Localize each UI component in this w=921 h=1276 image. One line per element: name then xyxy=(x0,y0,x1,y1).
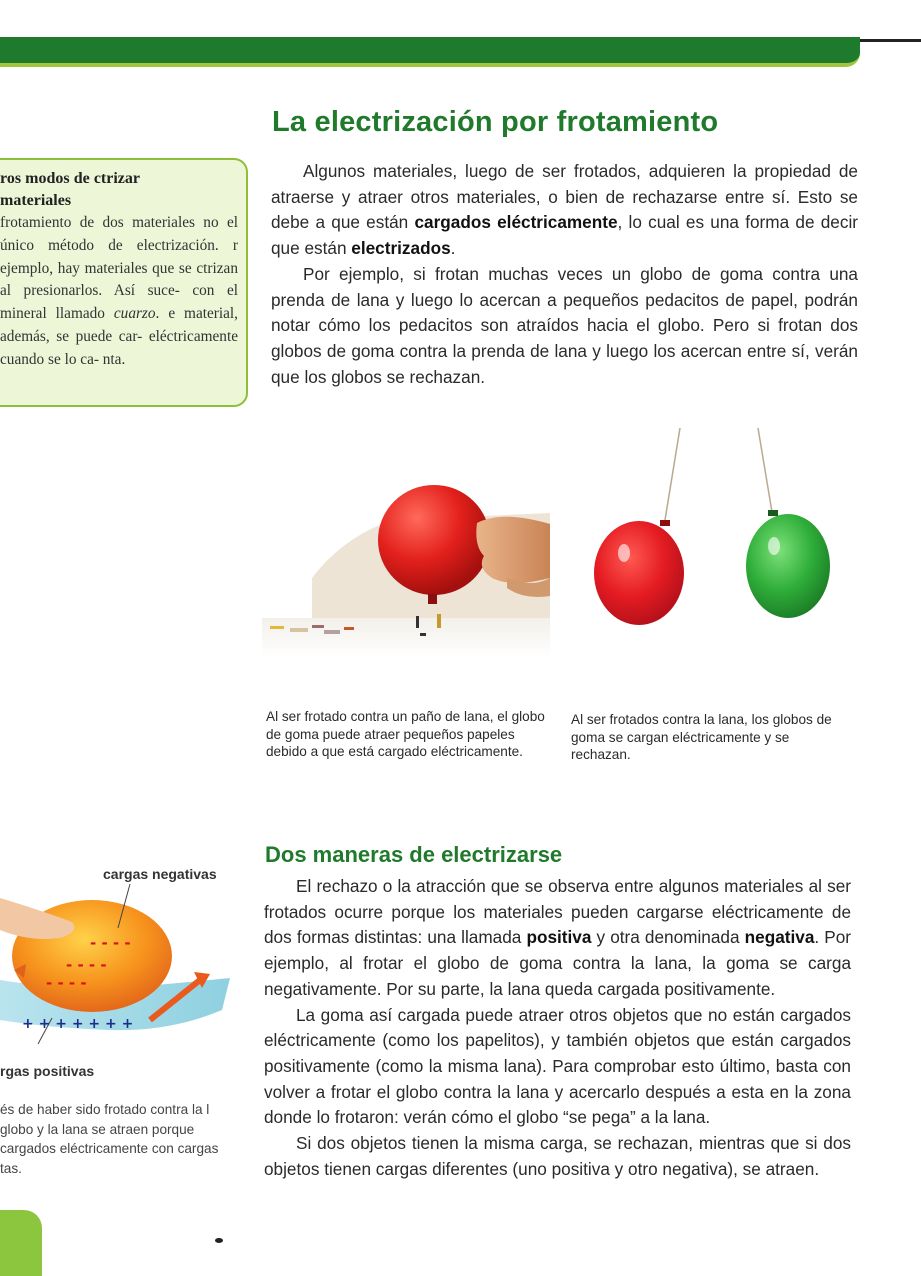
header-band xyxy=(0,37,860,67)
label-negative-charges: cargas negativas xyxy=(103,866,217,882)
caption-right: Al ser frotados contra la lana, los globos de goma se cargan eléctricamente y se rechazan. xyxy=(571,712,832,762)
minus-row-3: - - - - xyxy=(46,974,87,992)
intro-paragraph-1 xyxy=(271,159,858,262)
section2-paragraph-3: Si dos objetos tienen la misma carga, se rechazan, mientras que si dos objetos tienen cargas diferentes (uno positiva y otro negativa), se atraen. xyxy=(264,1133,851,1179)
speck xyxy=(215,1238,223,1243)
section2-paragraph-1 xyxy=(264,874,851,1003)
bold-term-positiva: positiva xyxy=(526,927,592,948)
section2-paragraph-2: La goma así cargada puede atraer otros objetos que no están cargados eléctricamente (como los papelitos), y también objetos que están cargados positivamente (como la misma lana). Para comprobar esto último, basta con volver a frotar el globo contra la lana y acercarlo después a esta en la zona donde lo frotaron: verán cómo el globo “se pega” a la lana. xyxy=(264,1004,851,1128)
sidebar-title: ros modos de ctrizar materiales xyxy=(0,170,140,209)
text-run: . Por ejemplo, al frotar el globo de goma contra la lana, la goma se carga negativamente. Por su parte, la lana queda cargada positivamente. xyxy=(264,927,851,999)
sidebar-body: frotamiento de dos materiales no el único método de electrización. r ejemplo, hay materiales que se ctrizan al presionarlos. Así suce- con el mineral llamado xyxy=(0,214,238,323)
text-run: El rechazo o la atracción que se observa entre algunos materiales al ser frotados ocurre porque los materiales pueden cargarse eléctricamente de dos formas distintas: una llamada xyxy=(264,876,851,948)
label-positive-charges: rgas positivas xyxy=(0,1063,95,1079)
photo-balloon-papers xyxy=(262,428,550,658)
caption-left: Al ser frotado contra un paño de lana, el globo de goma puede atraer pequeños papeles debido a que está cargado eléctricamente. xyxy=(266,709,545,759)
header-rule xyxy=(860,39,921,42)
sidebar-text xyxy=(0,168,238,372)
bold-term-cargados: cargados eléctricamente xyxy=(414,212,618,233)
intro-text xyxy=(271,159,858,390)
text-run: Algunos materiales, luego de ser frotados, adquieren la propiedad de atraerse y atraer otros materiales, o bien de rechazarse entre sí. Esto se debe a que están xyxy=(271,161,858,233)
text-run: , lo cual es una forma de decir que están xyxy=(271,212,858,259)
red-balloon xyxy=(594,521,684,625)
minus-row-2: - - - - xyxy=(66,956,107,974)
page-corner-tab xyxy=(0,1210,42,1276)
illustration-caption: és de haber sido frotado contra la l globo y la lana se atraen porque cargados eléctricamente con cargas tas. xyxy=(0,1102,219,1176)
section-title: Dos maneras de electrizarse xyxy=(265,842,563,867)
sidebar-body-end: . e material, además, se puede car- eléctricamente cuando se lo ca- nta. xyxy=(0,305,238,368)
text-run: . xyxy=(450,238,456,259)
green-balloon xyxy=(746,514,830,618)
bold-term-electrizados: electrizados xyxy=(351,238,451,259)
minus-row-1: - - - - xyxy=(90,934,131,952)
photo-two-balloons xyxy=(562,428,858,658)
plus-row: + + + + + + + xyxy=(22,1016,134,1032)
bold-term-negativa: negativa xyxy=(744,927,815,948)
intro-paragraph-2: Por ejemplo, si frotan muchas veces un globo de goma contra una prenda de lana y luego lo acercan a pequeños pedacitos de papel, podrán notar cómo los pedacitos son atraídos hacia el globo. Pero si frotan dos globos de goma contra la prenda de lana y luego los acercan entre sí, verán que los globos se rechazan. xyxy=(271,263,858,387)
hand xyxy=(476,517,550,583)
page-title: La electrización por frotamiento xyxy=(272,106,719,138)
sidebar-emphasis: cuarzo xyxy=(113,305,156,323)
charges-illustration xyxy=(0,860,240,1090)
section2-text xyxy=(264,874,851,1182)
red-balloon xyxy=(378,485,490,595)
text-run: y otra denominada xyxy=(591,927,745,948)
